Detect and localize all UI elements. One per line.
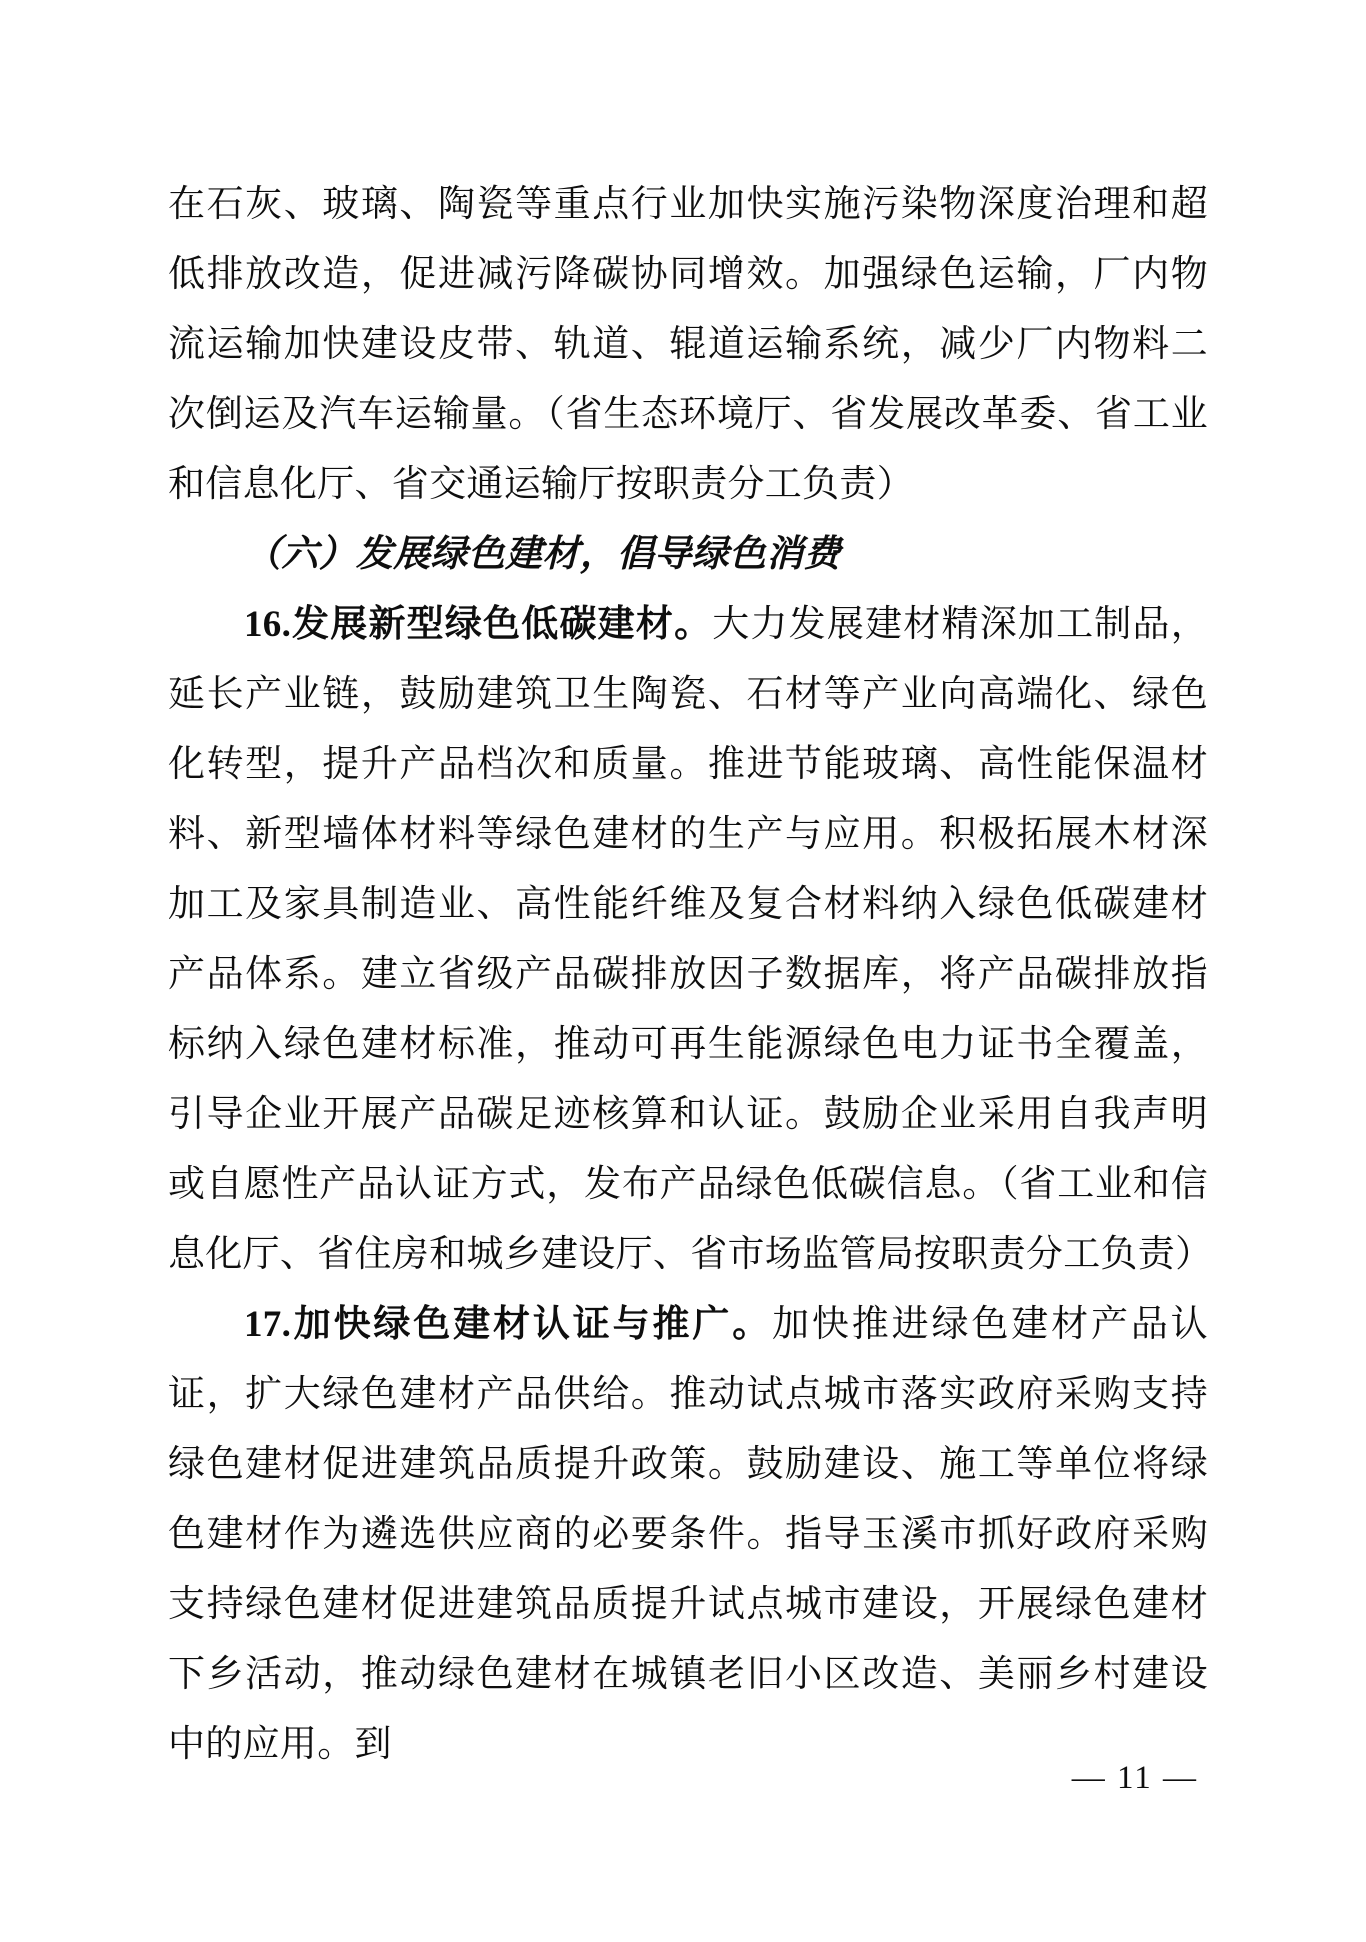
paragraph-item-16 <box>168 590 1213 1290</box>
paragraph-continued <box>168 170 1208 520</box>
page-number: — 11 — <box>1071 1760 1198 1796</box>
paragraph-item-17-run-0: 17.加快绿色建材认证与推广。 <box>244 1304 773 1345</box>
paragraph-item-17-run-1: 加快推进绿色建材产品认证，扩大绿色建材产品供给。推动试点城市落实政府采购支持绿色建材促进建筑品质提升政策。鼓励建设、施工等单位将绿色建材作为遴选供应商的必要条件。指导玉溪市抓好政府采购支持绿色建材促进建筑品质提升试点城市建设，开展绿色建材下乡活动，推动绿色建材在城镇老旧小区改造、美丽乡村建设中的应用。到 <box>168 1304 1208 1765</box>
document-body <box>168 170 1213 1780</box>
paragraph-item-16-run-0: 16.发展新型绿色低碳建材。 <box>244 604 713 645</box>
section-heading-6-run-0: （六）发展绿色建材，倡导绿色消费 <box>244 534 841 575</box>
section-heading-6 <box>168 520 1208 590</box>
paragraph-continued-run-0: 在石灰、玻璃、陶瓷等重点行业加快实施污染物深度治理和超低排放改造，促进减污降碳协同增效。加强绿色运输，厂内物流运输加快建设皮带、轨道、辊道运输系统，减少厂内物料二次倒运及汽车运输量。（省生态环境厅、省发展改革委、省工业和信息化厅、省交通运输厅按职责分工负责） <box>168 184 1208 505</box>
paragraph-item-16-run-1: 大力发展建材精深加工制品，延长产业链，鼓励建筑卫生陶瓷、石材等产业向高端化、绿色化转型，提升产品档次和质量。推进节能玻璃、高性能保温材料、新型墙体材料等绿色建材的生产与应用。积极拓展木材深加工及家具制造业、高性能纤维及复合材料纳入绿色低碳建材产品体系。建立省级产品碳排放因子数据库，将产品碳排放指标纳入绿色建材标准，推动可再生能源绿色电力证书全覆盖，引导企业开展产品碳足迹核算和认证。鼓励企业采用自我声明或自愿性产品认证方式，发布产品绿色低碳信息。（省工业和信息化厅、省住房和城乡建设厅、省市场监管局按职责分工负责） <box>168 604 1213 1275</box>
paragraph-item-17 <box>168 1290 1208 1780</box>
